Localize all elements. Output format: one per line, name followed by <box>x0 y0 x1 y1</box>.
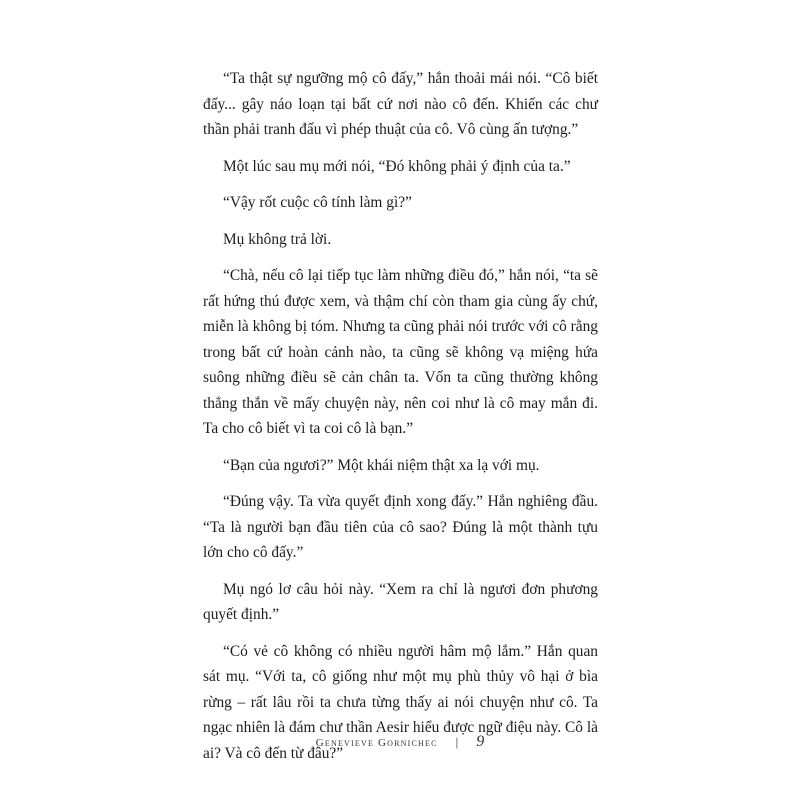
paragraph: “Chà, nếu cô lại tiếp tục làm những điều đó,” hắn nói, “ta sẽ rất hứng thú được xem, và thậm chí còn tham gia cùng ấy chứ, miễn là không bị tóm. Nhưng ta cũng phải nói trước với cô rằng trong bất cứ hoàn cảnh nào, ta cũng sẽ không vạ miệng hứa suông những điều sẽ cản chân ta. Vốn ta cũng thường không thẳng thắn về mấy chuyện này, nên coi như là cô may mắn đi. Ta cho cô biết vì ta coi cô là bạn.” <box>203 267 598 437</box>
paragraph: “Có vẻ cô không có nhiều người hâm mộ lắm.” Hắn quan sát mụ. “Với ta, cô giống như một mụ phù thủy vô hại ở bìa rừng – rất lâu rồi ta chưa từng thấy ai nói chuyện như cô. Ta ngạc nhiên là đám chư thần Aesir hiểu được ngữ điệu này. Cô là ai? Và cô đến từ đâu?” <box>203 642 598 762</box>
running-footer-author: Genevieve Gornichec <box>315 737 438 749</box>
paragraph: Mụ không trả lời. <box>223 230 332 248</box>
body-text <box>203 66 598 777</box>
paragraph: “Đúng vậy. Ta vừa quyết định xong đấy.” Hắn nghiêng đầu. “Ta là người bạn đầu tiên của cô sao? Đúng là một thành tựu lớn cho cô đấy.” <box>203 493 598 561</box>
paragraph: “Ta thật sự ngưỡng mộ cô đấy,” hắn thoải mái nói. “Cô biết đấy... gây náo loạn tại bất cứ nơi nào cô đến. Khiến các chư thần phải tranh đấu vì phép thuật của cô. Vô cùng ấn tượng.” <box>203 70 598 138</box>
paragraph: Một lúc sau mụ mới nói, “Đó không phải ý định của ta.” <box>223 157 571 175</box>
paragraph: “Bạn của ngươi?” Một khái niệm thật xa lạ với mụ. <box>223 456 540 474</box>
paragraph: Mụ ngó lơ câu hỏi này. “Xem ra chỉ là ngươi đơn phương quyết định.” <box>203 580 598 623</box>
paragraph: “Vậy rốt cuộc cô tính làm gì?” <box>223 194 412 211</box>
page-number: 9 <box>476 733 485 750</box>
footer-separator: | <box>455 734 459 749</box>
page-footer <box>0 733 800 751</box>
